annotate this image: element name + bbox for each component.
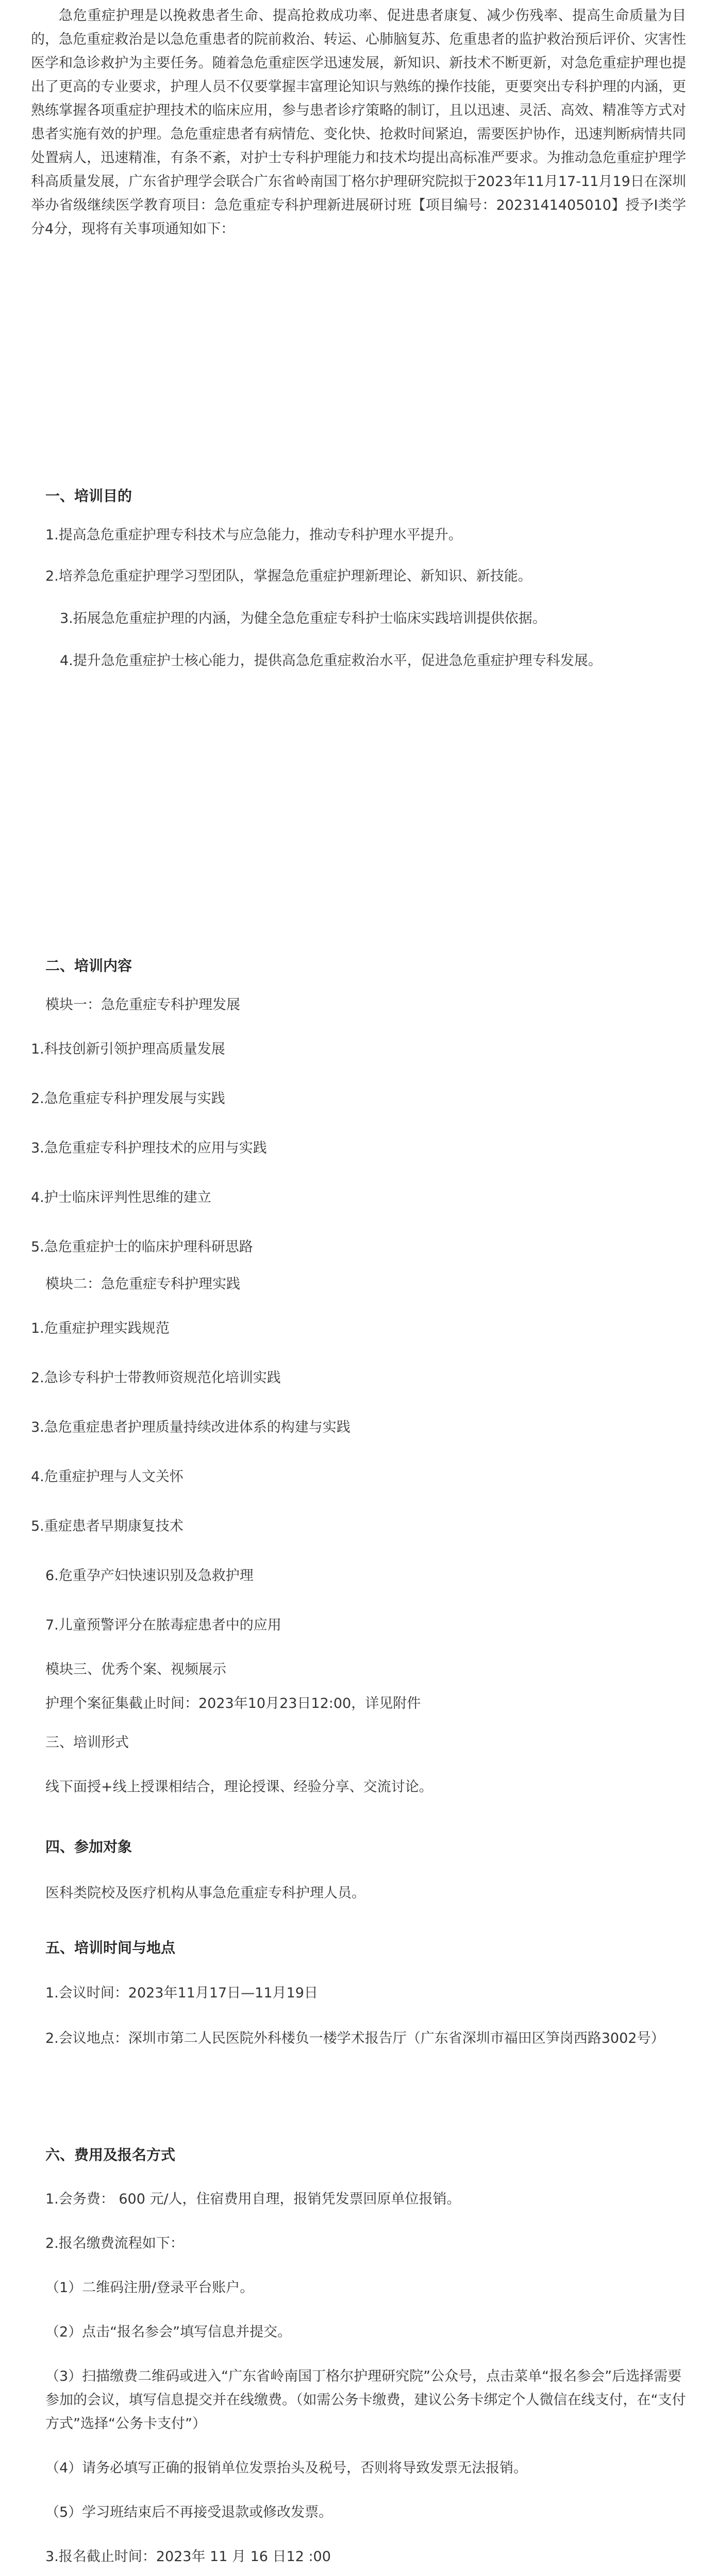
list-item: 1.科技创新引领护理高质量发展 [31, 1041, 225, 1057]
section-fee [31, 2143, 686, 2569]
list-item: 4.提升急危重症护士核心能力，提供高急危重症救治水平，促进急危重症护理专科发展。 [60, 653, 602, 669]
list-item: 3.急危重症患者护理质量持续改进体系的构建与实践 [31, 1419, 351, 1435]
list-item: 2.急危重症专科护理发展与实践 [31, 1091, 225, 1107]
section-purpose [31, 484, 686, 673]
section-text: 线下面授+线上授课相结合，理论授课、经验分享、交流讨论。 [45, 1779, 433, 1795]
section-title: 四、参加对象 [45, 1838, 132, 1855]
list-item: 5.急危重症护士的临床护理科研思路 [31, 1239, 253, 1255]
flow-title: 2.报名缴费流程如下： [45, 2235, 184, 2251]
section-title: 二、培训内容 [45, 957, 132, 974]
section-title: 六、费用及报名方式 [45, 2146, 176, 2163]
list-item: 4.护士临床评判性思维的建立 [31, 1190, 211, 1206]
list-item: 2.急诊专科护士带教师资规范化培训实践 [31, 1370, 281, 1386]
section-text: 医科类院校及医疗机构从事急危重症专科护理人员。 [45, 1885, 365, 1901]
list-item: 1.提高急危重症护理专科技术与应急能力，推动专科护理水平提升。 [45, 527, 462, 543]
list-item: 7.儿童预警评分在脓毒症患者中的应用 [45, 1617, 281, 1633]
section-title: 一、培训目的 [45, 487, 132, 504]
signup-deadline: 3.报名截止时间：2023年 11 月 16 日12 :00 [45, 2549, 331, 2565]
list-item: 2.培养急危重症护理学习型团队，掌握急危重症护理新理论、新知识、新技能。 [45, 568, 532, 584]
meeting-time: 1.会议时间：2023年11月17日—11月19日 [45, 1985, 318, 2001]
section-time-place [31, 1936, 686, 2050]
module-title: 模块二：急危重症专科护理实践 [45, 1276, 240, 1292]
flow-step: （3）扫描缴费二维码或进入“广东省岭南国丁格尔护理研究院”公众号，点击菜单“报名参会”后选择需要参加的会议，填写信息提交并在线缴费。（如需公务卡缴费，建议公务卡绑定个人微信在线支付，在“支付方式”选择“公务卡支付”） [45, 2368, 686, 2432]
list-item: 5.重症患者早期康复技术 [31, 1518, 184, 1534]
list-item: 3.拓展急危重症护理的内涵，为健全急危重症专科护士临床实践培训提供依据。 [60, 611, 546, 626]
list-item: 1.危重症护理实践规范 [31, 1320, 170, 1336]
case-deadline: 护理个案征集截止时间：2023年10月23日12:00，详见附件 [45, 1696, 421, 1711]
list-item: 3.急危重症专科护理技术的应用与实践 [31, 1140, 267, 1156]
section-content [31, 954, 686, 1799]
flow-step: （4）请务必填写正确的报销单位发票抬头及税号，否则将导致发票无法报销。 [45, 2460, 528, 2476]
section-title: 三、培训形式 [45, 1735, 129, 1751]
list-item: 6.危重孕产妇快速识别及急救护理 [45, 1568, 254, 1584]
intro-paragraph: 急危重症护理是以挽救患者生命、提高抢救成功率、促进患者康复、减少伤残率、提高生命质量为目的，急危重症救治是以急危重患者的院前救治、转运、心肺脑复苏、危重患者的监护救治预后评价、灾害性医学和急诊救护为主要任务。随着急危重症医学迅速发展，新知识、新技术不断更新，对急危重症护理也提出了更高的专业要求，护理人员不仅要掌握丰富理论知识与熟练的操作技能，更要突出专科护理的内涵，更熟练掌握各项重症护理技术的临床应用，参与患者诊疗策略的制订，且以迅速、灵活、高效、精准等方式对患者实施有效的护理。急危重症患者有病情危、变化快、抢救时间紧迫，需要医护协作，迅速判断病情共同处置病人，迅速精准，有条不紊，对护士专科护理能力和技术均提出高标准严要求。为推动急危重症护理学科高质量发展，广东省护理学会联合广东省岭南国丁格尔护理研究院拟于2023年11月17-11月19日在深圳举办省级继续医学教育项目：急危重症专科护理新进展研讨班【项目编号：2023141405010】授予Ⅰ类学分4分，现将有关事项通知如下： [31, 8, 686, 237]
list-item: 4.危重症护理与人文关怀 [31, 1469, 184, 1485]
section-participants [31, 1835, 686, 1905]
flow-step: （2）点击“报名参会”填写信息并提交。 [45, 2324, 292, 2340]
flow-step: （1）二维码注册/登录平台账户。 [45, 2280, 254, 2296]
meeting-place: 2.会议地点：深圳市第二人民医院外科楼负一楼学术报告厅（广东省深圳市福田区笋岗西路3002号） [45, 2030, 665, 2046]
module-title: 模块一：急危重症专科护理发展 [45, 997, 240, 1013]
fee-text: 1.会务费： 600 元/人，住宿费用自理，报销凭发票回原单位报销。 [45, 2191, 461, 2207]
section-title: 五、培训时间与地点 [45, 1939, 176, 1956]
flow-step: （5）学习班结束后不再接受退款或修改发票。 [45, 2504, 333, 2520]
module-title: 模块三、优秀个案、视频展示 [45, 1662, 226, 1677]
